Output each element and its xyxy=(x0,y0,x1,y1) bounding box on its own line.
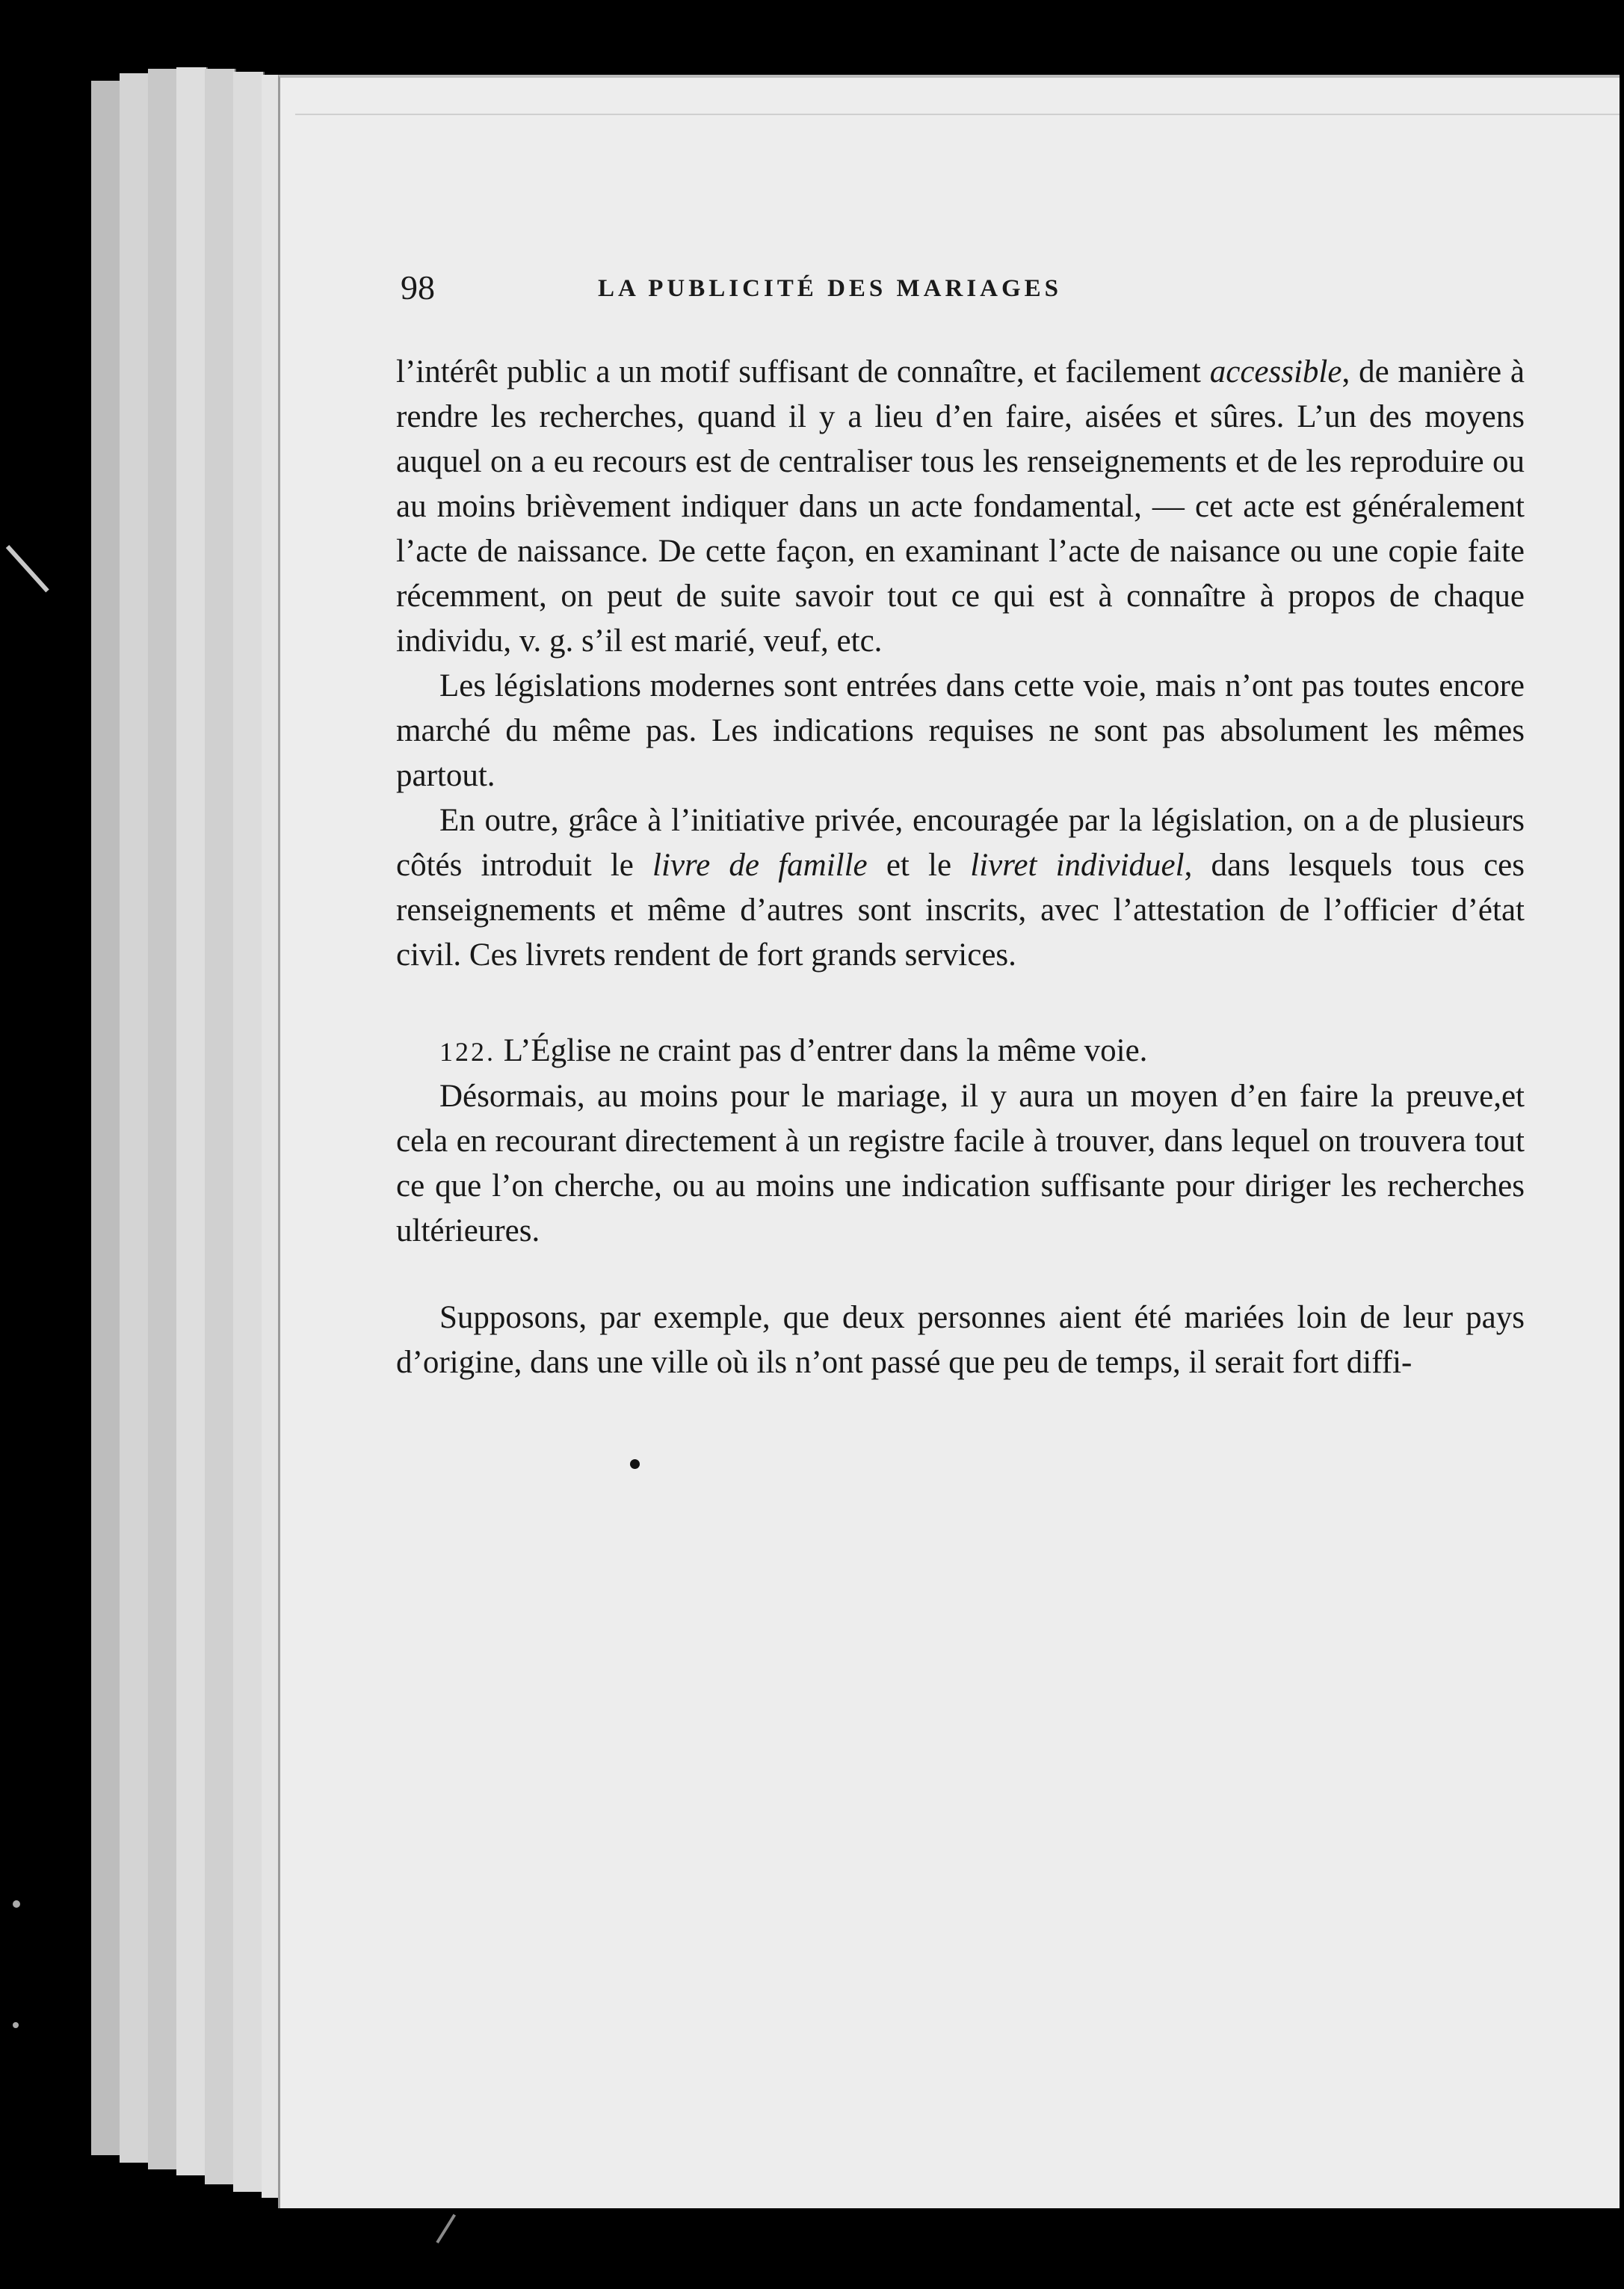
page-header xyxy=(401,268,1522,327)
running-title: LA PUBLICITÉ DES MARIAGES xyxy=(598,275,1063,302)
page-edge xyxy=(176,67,208,2175)
paragraph-1 xyxy=(396,350,1525,664)
body-text xyxy=(396,350,1525,1385)
page-number: 98 xyxy=(401,268,435,306)
paragraph-text: l’intérêt public a un motif suffisant de connaître, et facilement xyxy=(396,354,1210,389)
margin-dot xyxy=(630,1459,640,1469)
page-edge xyxy=(91,81,123,2155)
paragraph-text: L’Église ne craint pas d’entrer dans la même voie. xyxy=(495,1033,1148,1068)
page-edge xyxy=(233,72,265,2192)
scan-artifact-mark xyxy=(6,545,49,592)
page-edge xyxy=(120,73,151,2163)
paragraph-text: En outre, grâce à l’initiative privée, encouragée par la législation, on a de plusieurs côtés introduit le xyxy=(396,803,1525,883)
italic-term: accessible xyxy=(1209,354,1342,389)
scan-artifact-dot xyxy=(13,2022,19,2028)
scan-artifact-dot xyxy=(13,1900,20,1908)
paragraph-text: , dans lesquels tous ces renseignements et même d’autres sont inscrits, avec l’attestation de l’officier d’état civil. Ces livrets rendent de fort grands services. xyxy=(396,848,1525,973)
section-number: 122. xyxy=(439,1037,495,1067)
italic-term: livret individuel xyxy=(970,848,1185,883)
italic-term: livre de famille xyxy=(652,848,868,883)
paragraph-text: et le xyxy=(867,848,971,883)
page-edge xyxy=(205,69,236,2184)
paragraph-5: Désormais, au moins pour le mariage, il y aura un moyen d’en faire la preuve,et cela en recourant directement à un registre facile à trouver, dans lequel on trouvera tout ce que l’on cherche, ou au moins une indication suffisante pour diriger les recherches ultérieures. xyxy=(396,1079,1525,1248)
paragraph-text: , de manière à rendre les recherches, quand il y a lieu d’en faire, aisées et sûres. L’un des moyens auquel on a eu recours est de centraliser tous les renseignements et de les reproduire ou au moins brièvement indiquer dans un acte fondamental, — cet acte est généralement l’acte de naissance. De cette façon, en examinant l’acte de naisance ou une copie faite récemment, on peut de suite savoir tout ce qui est à connaître à propos de chaque individu, v. g. s’il est marié, veuf, etc. xyxy=(396,354,1525,659)
page-edge xyxy=(148,69,179,2169)
paragraph-6: Supposons, par exemple, que deux personnes aient été mariées loin de leur pays d’origine, dans une ville où ils n’ont passé que peu de temps, il serait fort diffi- xyxy=(396,1300,1525,1380)
paragraph-2: Les législations modernes sont entrées dans cette voie, mais n’ont pas toutes encore marché du même pas. Les indications requises ne sont pas absolument les mêmes partout. xyxy=(396,668,1525,793)
paragraph-3 xyxy=(396,798,1525,978)
paragraph-section-122 xyxy=(396,1029,1525,1074)
scan-artifact-mark xyxy=(436,2214,456,2243)
